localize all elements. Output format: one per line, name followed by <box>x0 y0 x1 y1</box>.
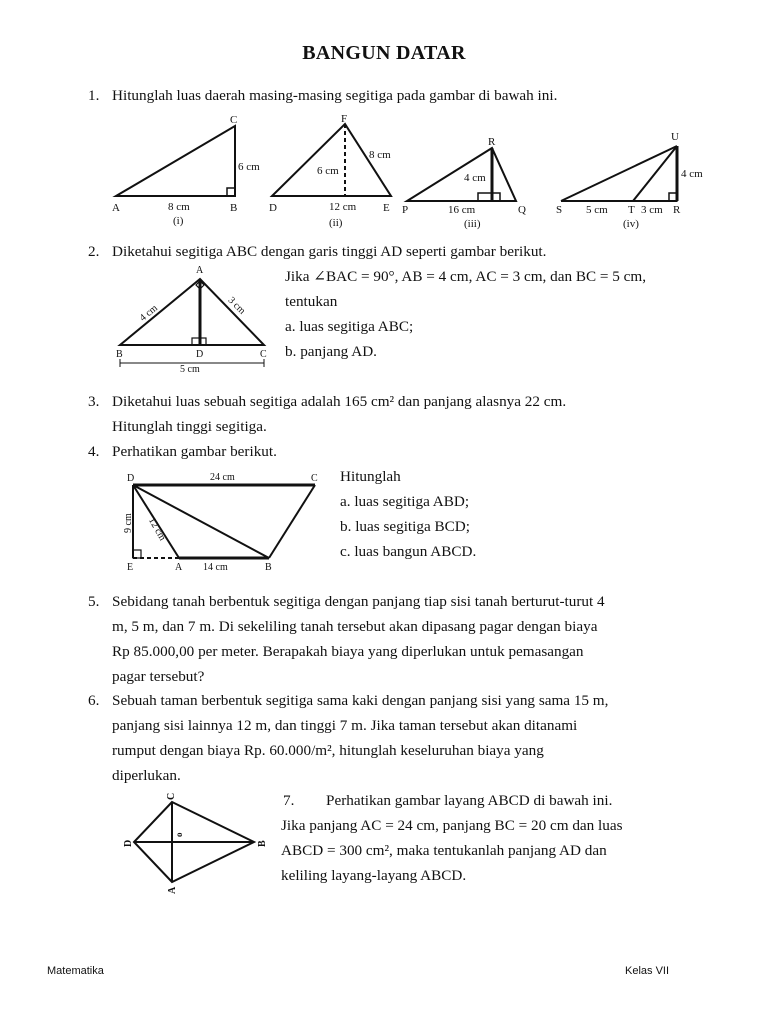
q3-line-2: Hitunglah tinggi segitiga. <box>112 418 267 435</box>
label-e: E <box>383 202 390 214</box>
label-c: C <box>166 792 177 800</box>
q6-line-2: panjang sisi lainnya 12 m, dan tinggi 7 m. Jika taman tersebut akan ditanami <box>112 717 578 734</box>
q4-line-4: c. luas bangun ABCD. <box>340 543 477 560</box>
label-bc: 5 cm <box>180 364 200 375</box>
q4-figure <box>115 465 330 577</box>
label-b: B <box>257 840 268 847</box>
q1-text: Hitunglah luas daerah masing-masing segitiga pada gambar di bawah ini. <box>112 87 558 104</box>
label-p: P <box>402 204 409 216</box>
label-ac: 3 cm <box>225 294 248 317</box>
q5-line-3: Rp 85.000,00 per meter. Berapakah biaya yang diperlukan untuk pemasangan <box>112 643 584 660</box>
q5-line-1: Sebidang tanah berbentuk segitiga dengan panjang tiap sisi tanah berturut-turut 4 <box>112 593 605 610</box>
label-q: Q <box>518 204 526 216</box>
caption: (i) <box>173 215 184 227</box>
q6-line-3: rumput dengan biaya Rp. 60.000/m², hitunglah keseluruhan biaya yang <box>112 742 544 759</box>
q5-line-4: pagar tersebut? <box>112 668 205 685</box>
label-side: 8 cm <box>369 149 391 161</box>
caption: (ii) <box>329 217 343 229</box>
label-r: R <box>488 136 496 148</box>
label-c: C <box>230 114 238 126</box>
label-t: T <box>628 204 635 216</box>
q4-number: 4. <box>88 443 100 460</box>
label-r: R <box>673 204 681 216</box>
label-height: 4 cm <box>464 172 486 184</box>
q4-line-1: Hitunglah <box>340 468 401 485</box>
label-base: 8 cm <box>168 201 190 213</box>
right-angle-mark <box>227 188 235 196</box>
q6-line-1: Sebuah taman berbentuk segitiga sama kaki dengan panjang sisi yang sama 15 m, <box>112 692 609 709</box>
label-b: B <box>265 562 272 573</box>
q5-line-2: m, 5 m, dan 7 m. Di sekeliling tanah tersebut akan dipasang pagar dengan biaya <box>112 618 598 635</box>
q7-line-2: Jika panjang AC = 24 cm, panjang BC = 20 cm dan luas <box>281 817 623 834</box>
q1-figure-ii <box>265 110 400 235</box>
q2-number: 2. <box>88 243 100 260</box>
label-ab: 4 cm <box>137 302 160 324</box>
label-height: 6 cm <box>317 165 339 177</box>
q6-line-4: diperlukan. <box>112 767 181 784</box>
q1-figure-i <box>110 110 260 235</box>
label-b: B <box>230 202 238 214</box>
label-c: C <box>260 349 267 360</box>
q5-number: 5. <box>88 593 100 610</box>
label-base: 12 cm <box>329 201 357 213</box>
footer-class: Kelas VII <box>625 965 670 977</box>
q2-line-1: Jika ∠BAC = 90°, AB = 4 cm, AC = 3 cm, dan BC = 5 cm, <box>285 268 647 285</box>
q4-text: Perhatikan gambar berikut. <box>112 443 277 460</box>
right-angle-mark <box>133 550 141 558</box>
label-s: S <box>556 204 563 216</box>
label-o: o <box>174 832 184 837</box>
right-angle-mark <box>478 193 500 201</box>
label-b: B <box>116 349 123 360</box>
label-f: F <box>341 113 348 125</box>
label-d: D <box>269 202 277 214</box>
label-a: A <box>112 202 120 214</box>
label-e: E <box>127 562 134 573</box>
label-d: D <box>127 473 135 484</box>
q1-figure-iii <box>400 130 545 235</box>
q7-figure <box>118 790 278 900</box>
label-height: 4 cm <box>681 168 703 180</box>
label-d: D <box>196 349 204 360</box>
triangle-abc <box>116 126 235 196</box>
q2-text: Diketahui segitiga ABC dengan garis tinggi AD seperti gambar berikut. <box>112 243 547 260</box>
label-tr: 3 cm <box>641 204 663 216</box>
label-base: 16 cm <box>448 204 476 216</box>
caption: (iv) <box>623 218 639 230</box>
q4-line-2: a. luas segitiga ABD; <box>340 493 470 510</box>
q1-number: 1. <box>88 87 100 104</box>
footer-subject: Matematika <box>47 965 104 977</box>
q7-line-4: keliling layang-layang ABCD. <box>281 867 467 884</box>
label-dc: 24 cm <box>210 472 235 483</box>
label-de: 9 cm <box>123 513 134 533</box>
q1-figure-iv <box>553 128 723 233</box>
label-u: U <box>671 131 679 143</box>
label-st: 5 cm <box>586 204 608 216</box>
q6-number: 6. <box>88 692 100 709</box>
label-a: A <box>175 562 183 573</box>
q3-number: 3. <box>88 393 100 410</box>
label-da: 12 cm <box>145 515 168 543</box>
q2-line-3: a. luas segitiga ABC; <box>285 318 414 335</box>
q2-line-2: tentukan <box>285 293 338 310</box>
q3-line-1: Diketahui luas sebuah segitiga adalah 165 cm² dan panjang alasnya 22 cm. <box>112 393 567 410</box>
page-title: BANGUN DATAR <box>302 42 466 64</box>
label-height: 6 cm <box>238 161 260 173</box>
label-a: A <box>167 886 178 894</box>
q7-line-3: ABCD = 300 cm², maka tentukanlah panjang AD dan <box>281 842 607 859</box>
label-d: D <box>123 839 134 847</box>
label-c: C <box>311 473 318 484</box>
caption: (iii) <box>464 218 481 230</box>
label-a: A <box>196 265 204 276</box>
q2-figure <box>112 262 277 374</box>
q7-number: 7. <box>283 792 295 809</box>
q4-line-3: b. luas segitiga BCD; <box>340 518 470 535</box>
label-ab: 14 cm <box>203 562 228 573</box>
q2-line-4: b. panjang AD. <box>285 343 377 360</box>
q7-line-1: Perhatikan gambar layang ABCD di bawah ini. <box>326 792 613 809</box>
